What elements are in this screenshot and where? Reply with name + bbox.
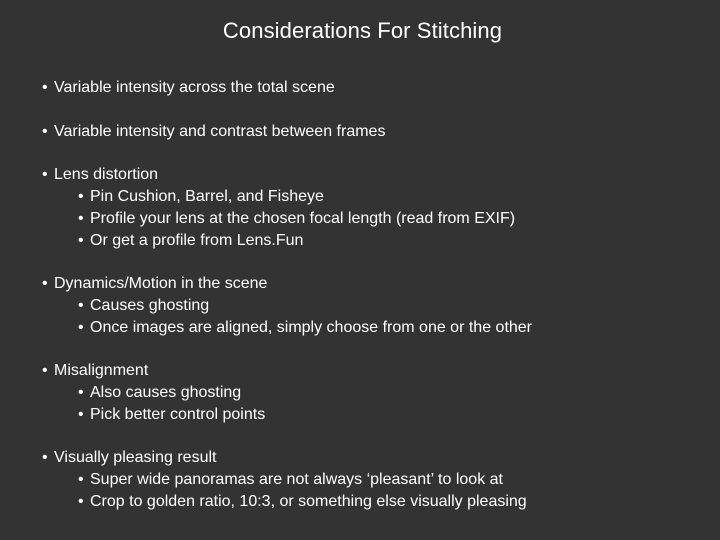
sub-bullet-item — [42, 491, 702, 513]
sub-bullet-item — [42, 317, 702, 339]
sub-bullet-text: Crop to golden ratio, 10:3, or something else visually pleasing — [90, 492, 527, 510]
sub-bullet-dot-icon: • — [78, 384, 84, 402]
bullet-text: Misalignment — [54, 362, 149, 380]
bullet-dot-icon: • — [42, 166, 48, 184]
sub-bullet-text: Causes ghosting — [90, 296, 210, 314]
sub-bullet-item — [42, 404, 702, 426]
sub-bullet-item — [42, 208, 702, 230]
sub-bullet-dot-icon: • — [78, 471, 84, 489]
slide-title: Considerations For Stitching — [222, 18, 503, 43]
sub-bullet-text: Or get a profile from Lens.Fun — [90, 231, 304, 249]
bullet-dot-icon: • — [42, 122, 48, 140]
sub-bullet-text: Profile your lens at the chosen focal length (read from EXIF) — [90, 209, 516, 227]
bullet-item — [42, 77, 702, 99]
bullet-text: Lens distortion — [54, 166, 159, 184]
sub-bullet-item — [42, 469, 702, 491]
bullet-item — [42, 164, 702, 186]
bullet-text: Variable intensity across the total scene — [54, 79, 335, 96]
bullet-item — [42, 273, 702, 295]
bullet-list — [42, 77, 702, 535]
bullet-dot-icon: • — [42, 362, 48, 380]
bullet-group — [42, 447, 702, 512]
sub-bullet-item — [42, 230, 702, 252]
bullet-dot-icon: • — [42, 449, 48, 467]
sub-bullet-text: Pin Cushion, Barrel, and Fisheye — [90, 188, 324, 206]
bullet-item — [42, 121, 702, 143]
bullet-group — [42, 121, 702, 143]
bullet-group — [42, 164, 702, 251]
bullet-text: Variable intensity and contrast between frames — [54, 122, 386, 140]
sub-bullet-dot-icon: • — [78, 188, 84, 206]
bullet-dot-icon: • — [42, 79, 48, 96]
bullet-group — [42, 77, 702, 99]
sub-bullet-dot-icon: • — [78, 296, 84, 314]
bullet-item — [42, 447, 702, 469]
sub-bullet-dot-icon: • — [78, 209, 84, 227]
sub-bullet-text: Once images are aligned, simply choose from one or the other — [90, 318, 533, 336]
bullet-group — [42, 360, 702, 425]
sub-bullet-dot-icon: • — [78, 492, 84, 510]
sub-bullet-item — [42, 295, 702, 317]
sub-bullet-item — [42, 186, 702, 208]
bullet-dot-icon: • — [42, 275, 48, 293]
sub-bullet-dot-icon: • — [78, 405, 84, 423]
sub-bullet-text: Pick better control points — [90, 405, 266, 423]
sub-bullet-dot-icon: • — [78, 318, 84, 336]
bullet-text: Visually pleasing result — [54, 449, 217, 467]
bullet-group — [42, 273, 702, 338]
sub-bullet-text: Super wide panoramas are not always ‘pleasant’ to look at — [90, 471, 503, 489]
bullet-text: Dynamics/Motion in the scene — [54, 275, 268, 293]
sub-bullet-item — [42, 382, 702, 404]
bullet-item — [42, 360, 702, 382]
sub-bullet-text: Also causes ghosting — [90, 384, 242, 402]
sub-bullet-dot-icon: • — [78, 231, 84, 249]
